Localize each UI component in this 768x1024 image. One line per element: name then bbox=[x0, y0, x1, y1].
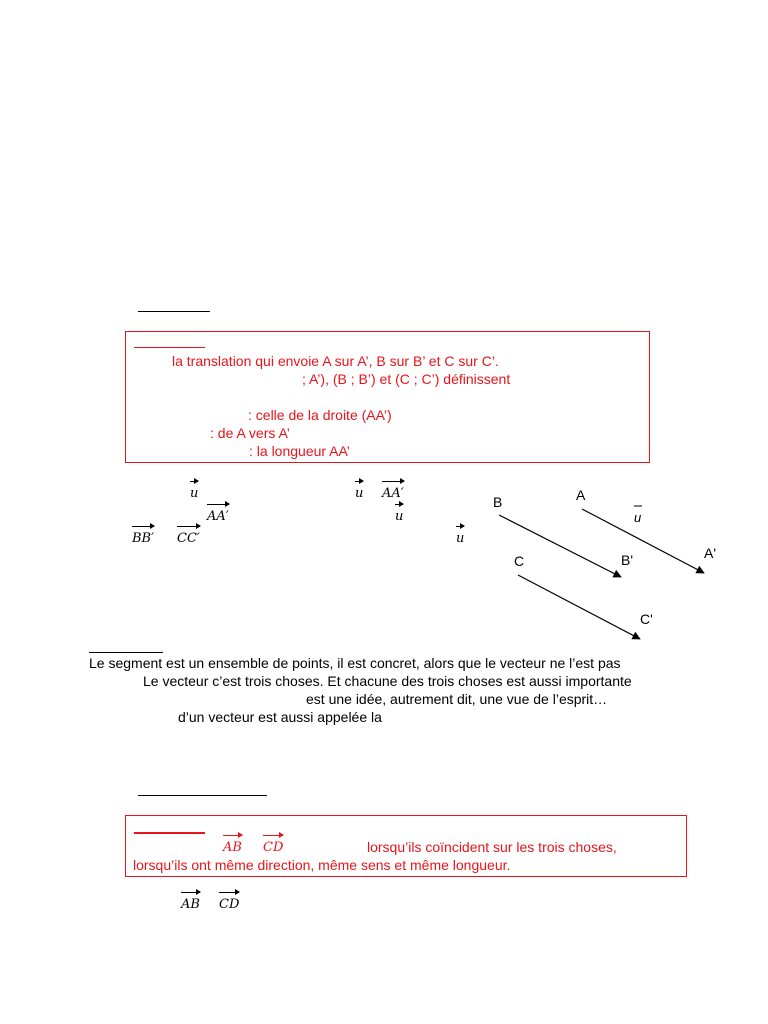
heading-underline-1 bbox=[138, 311, 210, 312]
bottom-vector-cd: CD bbox=[219, 890, 239, 912]
arrow-c-to-c-prime bbox=[518, 575, 640, 639]
definition-box bbox=[125, 331, 650, 463]
equality-label-underline bbox=[134, 832, 205, 834]
definition-line-5: : la longueur AA’ bbox=[249, 443, 350, 459]
definition-label-underline bbox=[134, 347, 205, 348]
definition-line-1: la translation qui envoie A sur A’, B sur B’ et C sur C’. bbox=[172, 353, 499, 369]
vector-cc-prime: CC′ bbox=[177, 524, 200, 546]
heading-underline-3 bbox=[138, 795, 267, 796]
remark-line-4: d’un vecteur est aussi appelée la bbox=[178, 709, 382, 725]
arrow-a-to-a-prime bbox=[582, 509, 704, 573]
bottom-vector-ab: AB bbox=[181, 890, 200, 912]
vector-aa-prime-2: AA′ bbox=[382, 479, 404, 501]
equality-line-2: lorsqu’ils ont même direction, même sens et même longueur. bbox=[133, 857, 511, 873]
equality-vector-ab: AB bbox=[223, 833, 242, 855]
label-a: A bbox=[576, 487, 586, 503]
vector-u-1: u bbox=[190, 479, 198, 501]
definition-line-4: : de A vers A’ bbox=[210, 425, 290, 441]
definition-line-3: : celle de la droite (AA’) bbox=[248, 407, 392, 423]
label-c-prime: C' bbox=[640, 611, 653, 627]
label-u: u bbox=[634, 510, 642, 525]
label-b: B bbox=[493, 494, 503, 510]
remark-line-3: est une idée, autrement dit, une vue de l’esprit… bbox=[306, 691, 608, 707]
vector-u-2: u bbox=[355, 479, 363, 501]
equality-vector-cd: CD bbox=[263, 833, 283, 855]
vector-u-4: u bbox=[456, 524, 464, 546]
label-a-prime: A' bbox=[704, 545, 717, 561]
heading-underline-2 bbox=[89, 652, 163, 653]
vector-bb-prime: BB′ bbox=[132, 524, 154, 546]
equality-line-1: lorsqu’ils coïncident sur les trois choses, bbox=[367, 839, 617, 855]
definition-line-2: ; A’), (B ; B’) et (C ; C’) définissent bbox=[302, 371, 511, 387]
vector-u-3: u bbox=[395, 502, 403, 524]
remark-line-2: Le vecteur c’est trois choses. Et chacune des trois choses est aussi importante bbox=[143, 673, 632, 689]
remark-line-1: Le segment est un ensemble de points, il est concret, alors que le vecteur ne l’est pas bbox=[89, 655, 621, 671]
label-c: C bbox=[514, 553, 525, 569]
translation-diagram bbox=[480, 480, 740, 650]
label-b-prime: B' bbox=[621, 552, 634, 568]
vector-aa-prime-1: AA′ bbox=[207, 502, 229, 524]
